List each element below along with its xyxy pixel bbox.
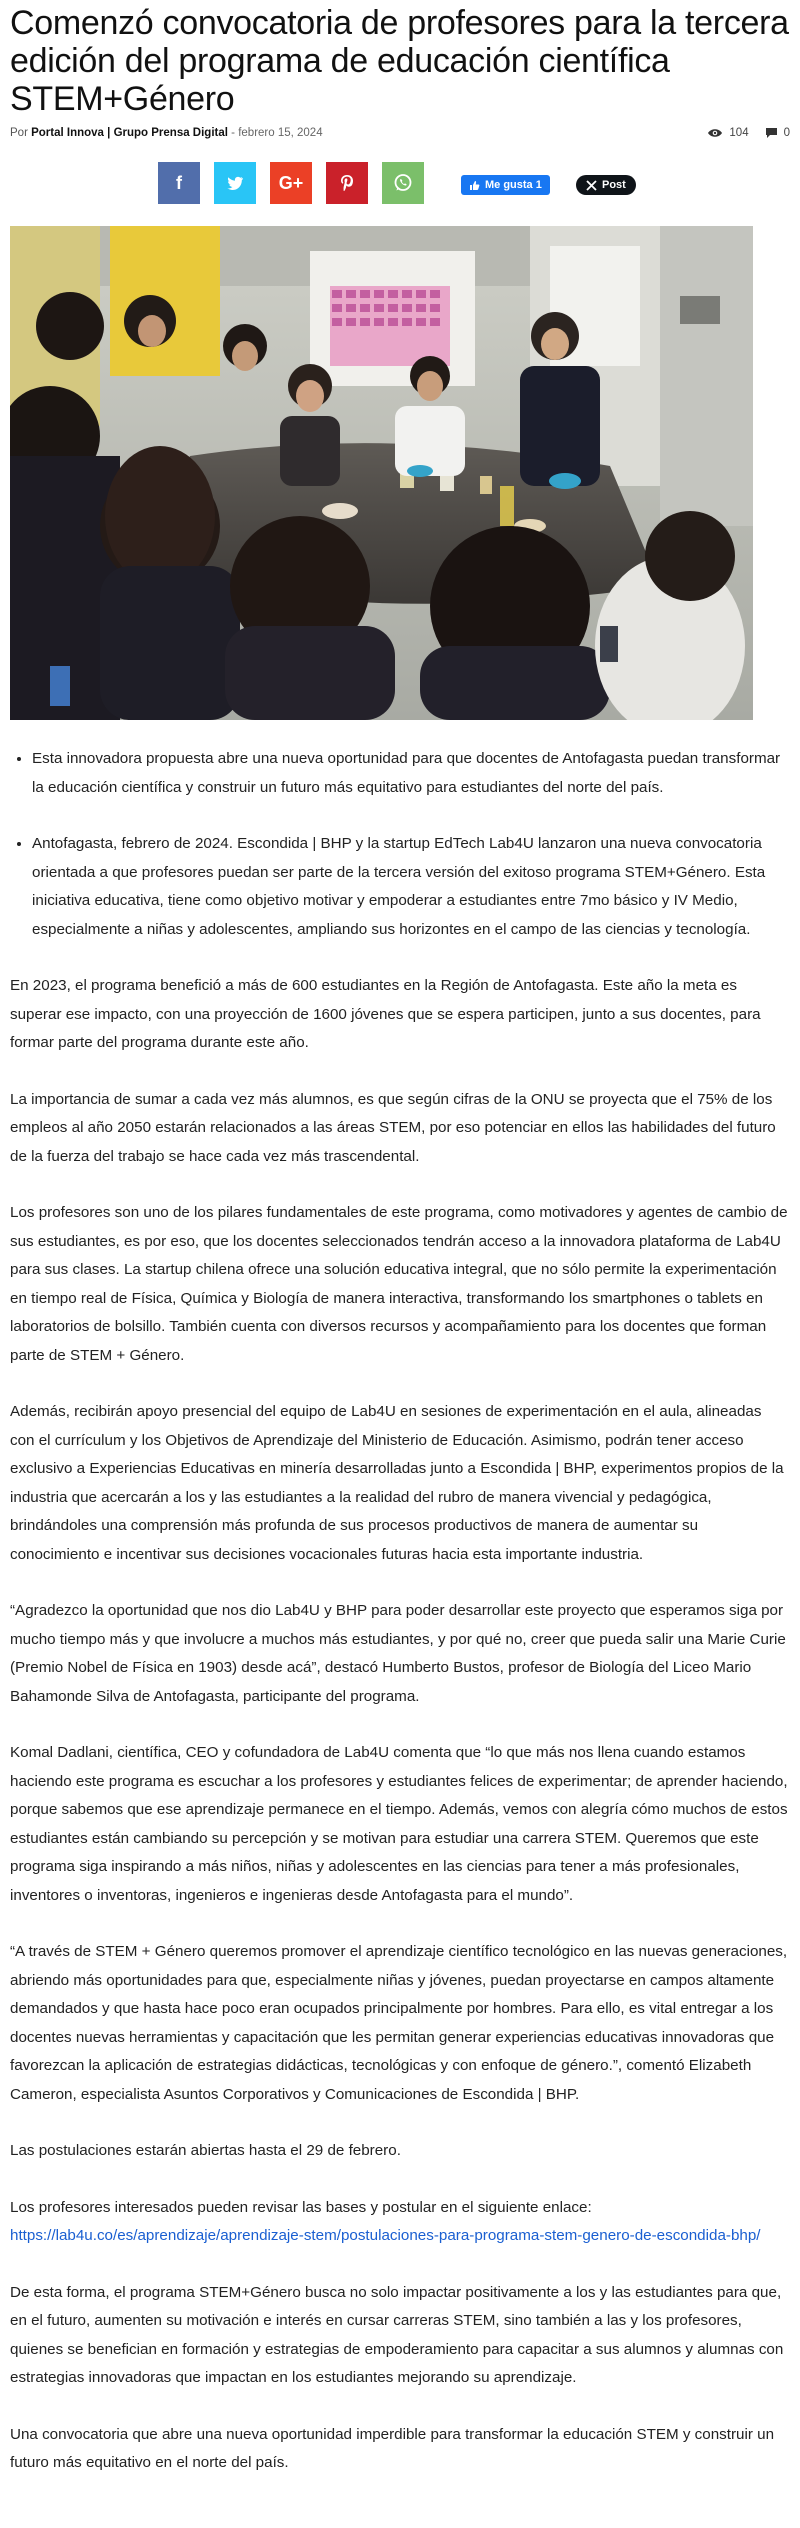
paragraph: Las postulaciones estarán abiertas hasta el 29 de febrero. [10,2142,401,2159]
share-bar [10,162,790,206]
article-stats [707,127,790,139]
publish-date: febrero 15, 2024 [238,127,323,139]
separator: - [231,127,235,139]
twitter-icon [226,176,244,191]
post-label: Post [602,179,626,191]
list-item: • Esta innovadora propuesta abre una nueva oportunidad para que docentes de Antofagasta puedan transformar la educación científica y construir un futuro más equitativo para estudiantes del norte del país. [32,745,790,802]
eye-icon [707,128,723,138]
paragraph: Komal Dadlani, científica, CEO y cofundadora de Lab4U comenta que “lo que más nos llena cuando estamos haciendo este programa es escuchar a los profesores y estudiantes felices de experimentar; de aprender haciendo, porque sabemos que ese aprendizaje permanece en el tiempo. Además, vemos con alegría cómo muchos de estos estudiantes están cambiando su percepción y se motivan para estudiar una carrera STEM. Queremos que este programa siga inspirando a más niños, niñas y adolescentes en las ciencias para tener a más profesionales, inventores o inventoras, ingenieros e ingenieras desde Antofagasta para el mundo”. [10,1744,788,1904]
x-post-button[interactable] [576,175,636,195]
paragraph: “Agradezco la oportunidad que nos dio Lab4U y BHP para poder desarrollar este proyecto que esperamos siga por mucho tiempo más y que involucre a muchos más estudiantes, y por qué no, creer que pueda salir una Marie Curie (Premio Nobel de Física en 1903) desde acá”, destacó Humberto Bustos, profesor de Biología del Liceo Mario Bahamonde Silva de Antofagasta, participante del programa. [10,1602,786,1705]
by-label: Por [10,127,28,139]
author-link[interactable]: Portal Innova | Grupo Prensa Digital [31,127,228,139]
article-meta [10,127,790,147]
twitter-share-button[interactable] [214,162,256,204]
featured-image [10,226,753,720]
pinterest-share-button[interactable] [326,162,368,204]
views-count: 104 [729,127,749,139]
paragraph: “A través de STEM + Género queremos promover el aprendizaje científico tecnológico en las nuevas generaciones, abriendo más oportunidades para que, especialmente niñas y jóvenes, puedan proyectarse en campos altamente demandados y que hasta hace poco eran ocupados principalmente por hombres. Para ello, es vital entregar a los docentes nuevas herramientas y capacitación que les permitan generar experiencias educativas innovadoras que favorezcan la aplicación de estrategias didácticas, tecnológicas y con enfoque de género.”, comentó Elizabeth Cameron, especialista Asuntos Corporativos y Comunicaciones de Escondida | BHP. [10,1943,788,2103]
paragraph: Una convocatoria que abre una nueva oportunidad imperdible para transformar la educación STEM y construir un futuro más equitativo en el norte del país. [10,2425,775,2471]
googleplus-share-button[interactable] [270,162,312,204]
paragraph: Además, recibirán apoyo presencial del equipo de Lab4U en sesiones de experimentación en el aula, alineadas con el currículum y los Objetivos de Aprendizaje del Ministerio de Educación. Asimismo, podrán tener acceso exclusivo a Experiencias Educativas en minería desarrolladas junto a Escondida | BHP, experimentos propios de la industria que acercarán a los y las estudiantes a la realidad del rubro de manera vivencial y pedagógica, brindándoles una comprensión más profunda de sus procesos productivos de manera de aumentar su conocimiento e incentivar sus decisiones vocacionales futuras hacia esta importante industria. [10,1403,784,1563]
like-label: Me gusta 1 [485,179,542,191]
summary-list [10,745,790,944]
thumbs-up-icon [469,180,480,191]
facebook-icon: f [176,172,182,193]
facebook-share-button[interactable] [158,162,200,204]
paragraph: De esta forma, el programa STEM+Género busca no solo impactar positivamente a los y las estudiantes para que, en el futuro, aumenten su motivación e interés en cursar carreras STEM, sino también a las y los profesores, quienes se benefician en formación y estrategias de empoderamiento para capacitar a sus alumnos y alumnas con estrategias innovadoras que impactan en los estudiantes mejorando su aprendizaje. [10,2283,784,2386]
paragraph: En 2023, el programa benefició a más de 600 estudiantes en la Región de Antofagasta. Este año la meta es superar ese impacto, con una proyección de 1600 jóvenes que se espera participen, junto a sus docentes, para formar parte del programa durante este año. [10,977,761,1051]
paragraph: La importancia de sumar a cada vez más alumnos, es que según cifras de la ONU se proyecta que el 75% de los empleos al año 2050 estarán relacionados a las áreas STEM, por eso potenciar en ellos las habilidades del futuro de la fuerza del trabajo se hace cada vez más trascendental. [10,1090,776,1165]
whatsapp-share-button[interactable] [382,162,424,204]
comments-stat[interactable] [765,127,790,139]
link-intro: Los profesores interesados pueden revisar las bases y postular en el siguiente enlace: [10,2198,592,2216]
pinterest-icon [340,174,354,192]
googleplus-icon: G+ [278,172,304,193]
comments-count: 0 [783,127,790,139]
paragraph: Los profesores son uno de los pilares fundamentales de este programa, como motivadores y agentes de cambio de sus estudiantes, es por eso, que los docentes seleccionados tendrán acceso a la innovadora plataforma de Lab4U para sus clases. La startup chilena ofrece una solución educativa integral, que no sólo permite la experimentación en tiempo real de Física, Química y Biología de manera interactiva, transformando los smartphones o tablets en laboratorios de bolsillo. También cuenta con diversos recursos y acompañamiento para los docentes que forman parte de STEM + Género. [10,1204,788,1364]
link-paragraph [10,2194,790,2251]
views-stat [707,127,748,139]
classroom-photo [10,226,753,720]
application-link[interactable]: https://lab4u.co/es/aprendizaje/aprendizaje-stem/postulaciones-para-programa-stem-genero-de-escondida-bhp/ [10,2227,761,2244]
whatsapp-icon [393,173,413,193]
facebook-like-button[interactable] [461,175,550,195]
list-item: • Antofagasta, febrero de 2024. Escondida | BHP y la startup EdTech Lab4U lanzaron una nueva convocatoria orientada a que profesores puedan ser parte de la tercera versión del exitoso programa STEM+Género. Esta iniciativa educativa, tiene como objetivo motivar y empoderar a estudiantes entre 7mo básico y IV Medio, especialmente a niñas y adolescentes, ampliando sus horizontes en el campo de las ciencias y tecnología. [32,830,790,944]
page-title: Comenzó convocatoria de profesores para la tercera edición del programa de educación científica STEM+Género [10,4,789,118]
comment-icon [765,127,778,139]
article-body [10,745,790,2506]
x-logo-icon [586,180,597,191]
